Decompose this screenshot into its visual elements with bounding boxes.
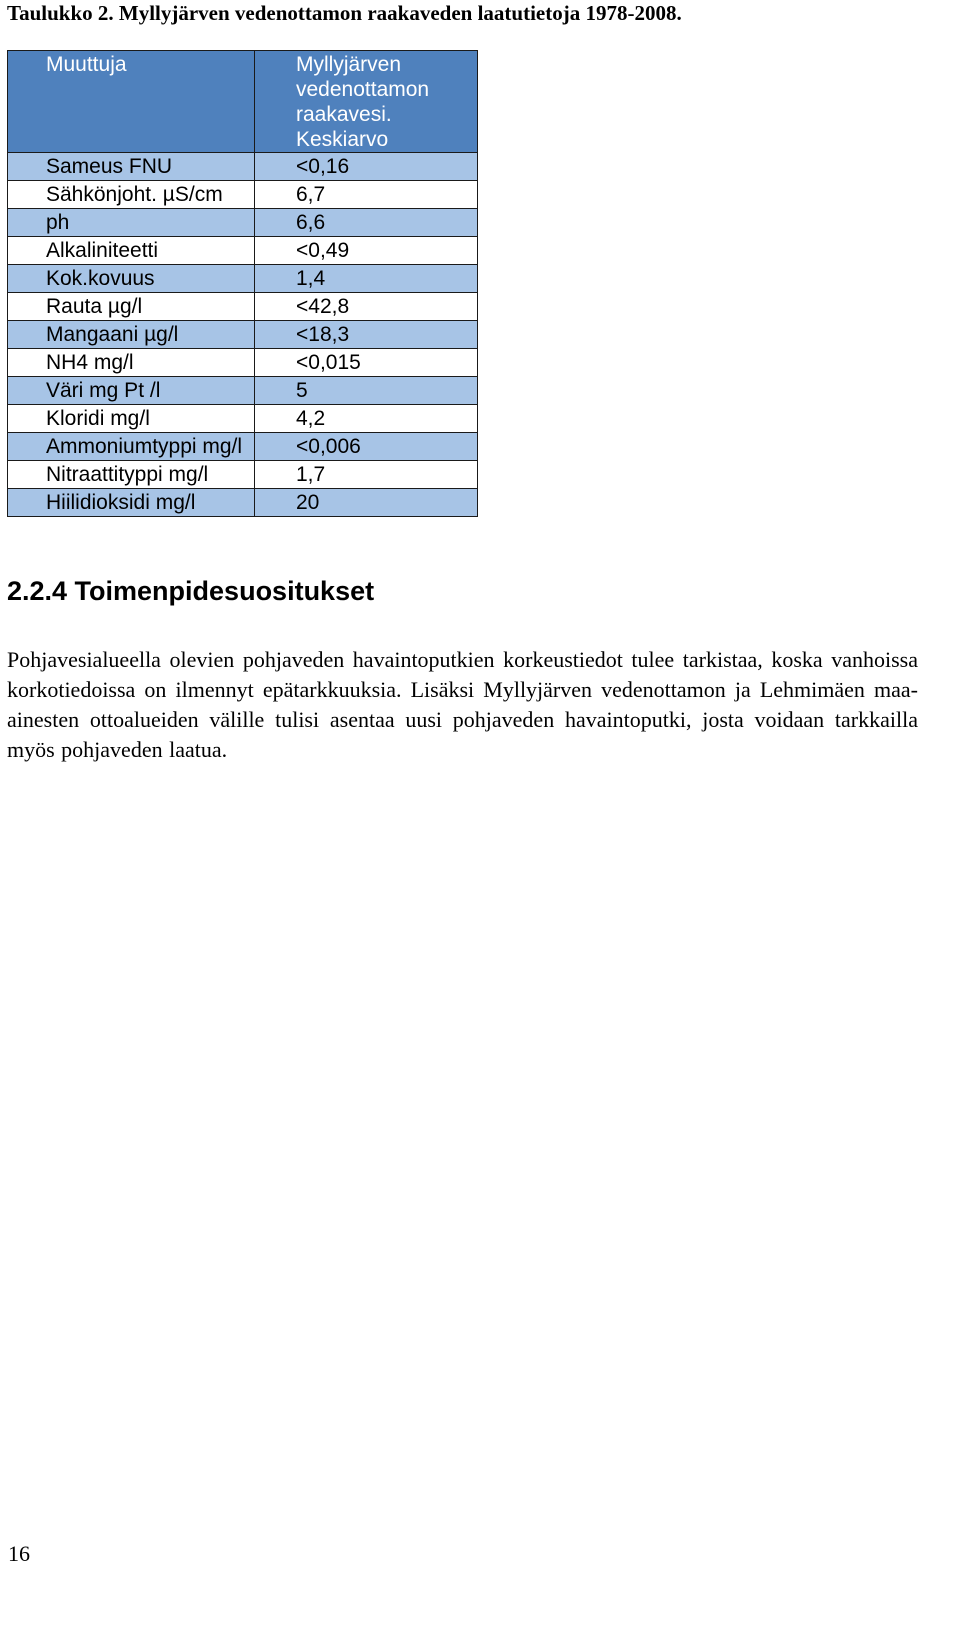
header-variable: Muuttuja xyxy=(8,51,255,153)
table-row xyxy=(8,237,478,265)
section-heading: 2.2.4 Toimenpidesuositukset xyxy=(7,576,375,606)
table-row xyxy=(8,181,478,209)
value-cell: 4,2 xyxy=(255,405,478,433)
table-row xyxy=(8,293,478,321)
value-cell: <0,49 xyxy=(255,237,478,265)
table-row xyxy=(8,489,478,517)
table-caption: Taulukko 2. Myllyjärven vedenottamon raakaveden laatutietoja 1978-2008. xyxy=(7,1,682,25)
table-row xyxy=(8,433,478,461)
variable-cell: Hiilidioksidi mg/l xyxy=(8,489,255,517)
variable-cell: Väri mg Pt /l xyxy=(8,377,255,405)
value-cell: <18,3 xyxy=(255,321,478,349)
value-cell: <0,16 xyxy=(255,153,478,181)
table-row xyxy=(8,461,478,489)
table-row xyxy=(8,321,478,349)
water-quality-table-container xyxy=(7,50,478,517)
table-row xyxy=(8,349,478,377)
variable-cell: ph xyxy=(8,209,255,237)
value-cell: 1,4 xyxy=(255,265,478,293)
variable-cell: Alkaliniteetti xyxy=(8,237,255,265)
variable-cell: Kloridi mg/l xyxy=(8,405,255,433)
value-cell: <0,015 xyxy=(255,349,478,377)
table-row xyxy=(8,209,478,237)
value-cell: <42,8 xyxy=(255,293,478,321)
value-cell: <0,006 xyxy=(255,433,478,461)
page-number: 16 xyxy=(8,1541,30,1566)
header-value-line: Myllyjärven xyxy=(296,53,402,76)
variable-cell: Sähkönjoht. µS/cm xyxy=(8,181,255,209)
variable-cell: Kok.kovuus xyxy=(8,265,255,293)
table-row xyxy=(8,377,478,405)
header-value-line: Keskiarvo xyxy=(296,128,389,151)
header-value-line: raakavesi. xyxy=(296,103,392,126)
table-header-row xyxy=(8,51,478,153)
header-value-line: vedenottamon xyxy=(296,78,430,101)
table-row xyxy=(8,265,478,293)
header-value xyxy=(255,51,478,153)
variable-cell: Rauta µg/l xyxy=(8,293,255,321)
variable-cell: Sameus FNU xyxy=(8,153,255,181)
variable-cell: Nitraattityppi mg/l xyxy=(8,461,255,489)
variable-cell: NH4 mg/l xyxy=(8,349,255,377)
variable-cell: Mangaani µg/l xyxy=(8,321,255,349)
value-cell: 20 xyxy=(255,489,478,517)
value-cell: 5 xyxy=(255,377,478,405)
table-row xyxy=(8,405,478,433)
table-row xyxy=(8,153,478,181)
value-cell: 1,7 xyxy=(255,461,478,489)
water-quality-table xyxy=(7,50,478,517)
body-paragraph: Pohjavesialueella olevien pohjaveden havaintoputkien korkeustiedot tulee tarkistaa, koska vanhoissa korkotiedoissa on ilmennyt epätarkkuuksia. Lisäksi Myllyjärven vedenottamon ja Lehmimäen maa-ainesten ottoalueiden välille tulisi asentaa uusi pohjaveden havaintoputki, josta voidaan tarkkailla myös pohjaveden laatua. xyxy=(7,647,918,762)
value-cell: 6,6 xyxy=(255,209,478,237)
variable-cell: Ammoniumtyppi mg/l xyxy=(8,433,255,461)
value-cell: 6,7 xyxy=(255,181,478,209)
